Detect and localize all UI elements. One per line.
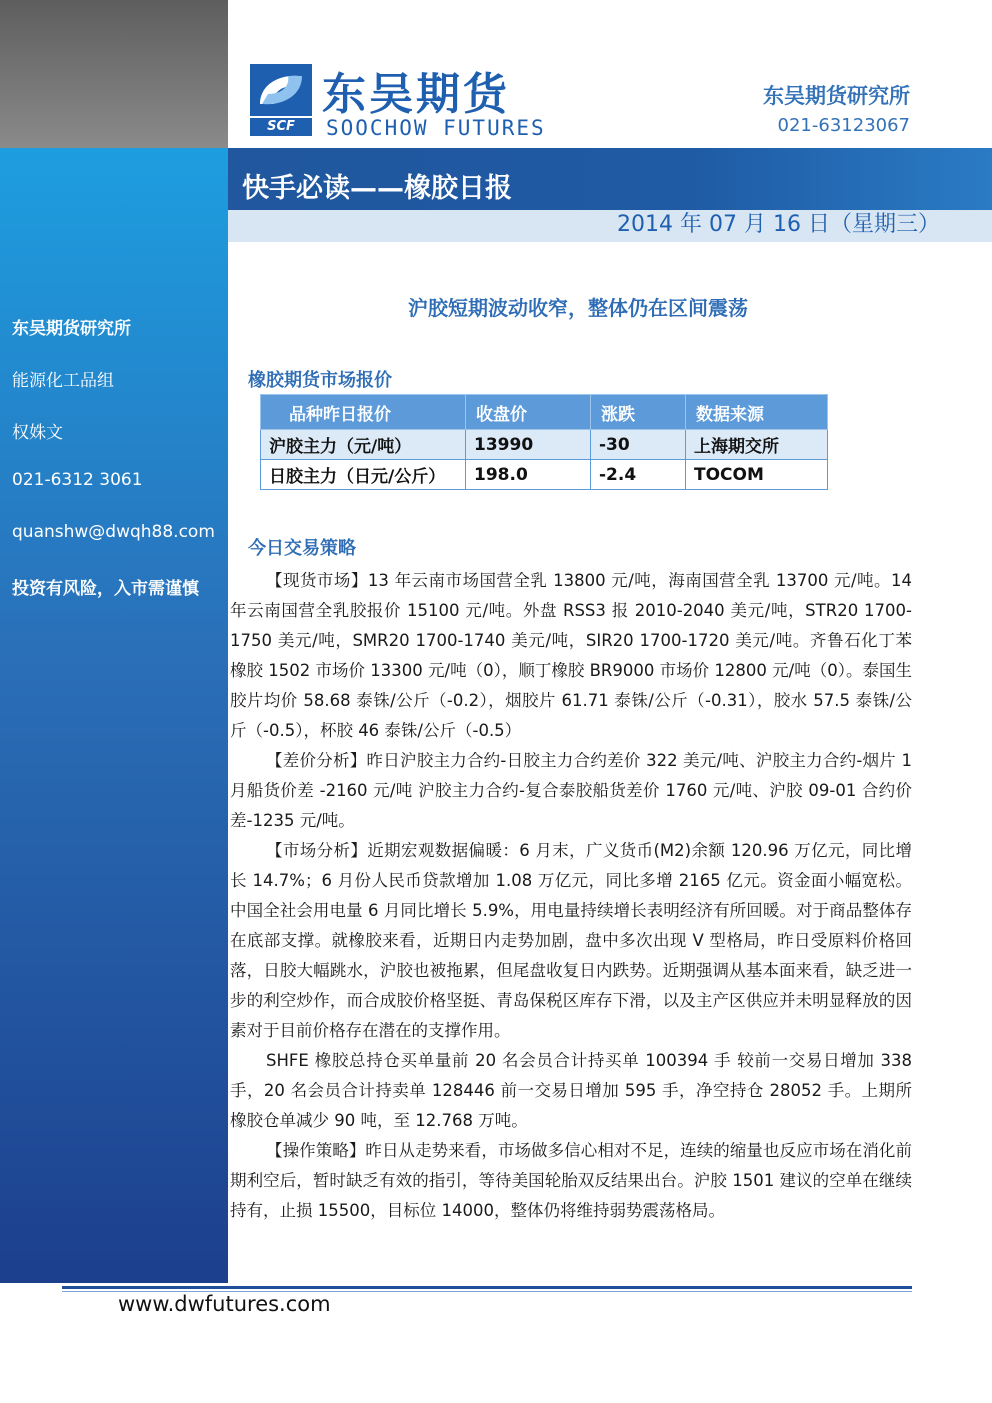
table-cell: -2.4 [591, 460, 686, 490]
table-cell: TOCOM [686, 460, 828, 490]
report-date: 2014 年 07 月 16 日（星期三） [617, 212, 940, 237]
headline: 沪胶短期波动收窄，整体仍在区间震荡 [408, 296, 748, 320]
sidebar-author: 权姝文 [12, 423, 63, 443]
column-header: 数据来源 [686, 395, 828, 430]
table-header-row [261, 395, 828, 430]
quote-section-title: 橡胶期货市场报价 [248, 370, 392, 391]
table-cell: 日胶主力（日元/公斤） [261, 460, 466, 490]
footer-divider [62, 1286, 912, 1289]
sidebar-institute: 东吴期货研究所 [12, 319, 131, 339]
table-cell: 沪胶主力（元/吨） [261, 430, 466, 460]
sidebar-phone: 021-6312 3061 [12, 470, 143, 490]
paragraph-spread-analysis: 【差价分析】昨日沪胶主力合约-日胶主力合约差价 322 美元/吨、沪胶主力合约-烟片 1 月船货价差 -2160 元/吨 沪胶主力合约-复合泰胶船货差价 1760 元/吨、沪胶 09-01 合约价差-1235 元/吨。 [230, 751, 912, 830]
table-cell: 上海期交所 [686, 430, 828, 460]
soochow-logo-icon [250, 64, 312, 116]
table-cell: 13990 [466, 430, 591, 460]
sidebar-top-grey [0, 0, 228, 148]
table-row [261, 430, 828, 460]
table-cell: -30 [591, 430, 686, 460]
report-title: 快手必读——橡胶日报 [242, 173, 512, 204]
paragraph-market-analysis: 【市场分析】近期宏观数据偏暖：6 月末，广义货币(M2)余额 120.96 万亿元，同比增长 14.7%；6 月份人民币贷款增加 1.08 万亿元，同比多增 2165 亿元。资金面小幅宽松。中国全社会用电量 6 月同比增长 5.9%，用电量持续增长表明经济有所回暖。对于商品整体存在底部支撑。就橡胶来看，近期日内走势加剧，盘中多次出现 V 型格局，昨日受原料价格回落，日胶大幅跳水，沪胶也被拖累，但尾盘收复日内跌势。近期强调从基本面来看，缺乏进一步的利空炒作，而合成胶价格坚挺、青岛保税区库存下滑，以及主产区供应并未明显释放的因素对于目前价格存在潜在的支撑作用。 [230, 841, 912, 1040]
header-institute: 东吴期货研究所 [763, 84, 910, 108]
logo-english-name: SOOCHOW FUTURES [326, 116, 546, 140]
sidebar-risk-notice: 投资有风险，入市需谨慎 [12, 579, 199, 599]
table-row [261, 460, 828, 490]
column-header: 收盘价 [466, 395, 591, 430]
paragraph-operation-strategy: 【操作策略】昨日从走势来看，市场做多信心相对不足，连续的缩量也反应市场在消化前期利空后，暂时缺乏有效的指引，等待美国轮胎双反结果出台。沪胶 1501 建议的空单在继续持有，止损 15500，目标位 14000，整体仍将维持弱势震荡格局。 [230, 1141, 912, 1220]
strategy-body [230, 566, 912, 1226]
logo-scf-tag: SCF [250, 118, 312, 136]
paragraph-spot-market: 【现货市场】13 年云南市场国营全乳 13800 元/吨，海南国营全乳 13700 元/吨。14 年云南国营全乳胶报价 15100 元/吨。外盘 RSS3 报 2010-2040 美元/吨，STR20 1700-1750 美元/吨，SMR20 1700-1740 美元/吨，SIR20 1700-1720 美元/吨。齐鲁石化丁苯橡胶 1502 市场价 13300 元/吨（0），顺丁橡胶 BR9000 市场价 12800 元/吨（0）。泰国生胶片均价 58.68 泰铢/公斤（-0.2），烟胶片 61.71 泰铢/公斤（-0.31），胶水 57.5 泰铢/公斤（-0.5），杯胶 46 泰铢/公斤（-0.5） [230, 571, 913, 740]
sidebar-group: 能源化工品组 [12, 371, 114, 391]
paragraph-positions: SHFE 橡胶总持仓买单量前 20 名会员合计持买单 100394 手 较前一交易日增加 338 手，20 名会员合计持卖单 128446 前一交易日增加 595 手，净空持仓 28052 手。上期所橡胶仓单减少 90 吨，至 12.768 万吨。 [230, 1051, 912, 1130]
strategy-section-title: 今日交易策略 [248, 538, 356, 559]
column-header: 品种昨日报价 [261, 395, 466, 430]
column-header: 涨跌 [591, 395, 686, 430]
logo-chinese-name: 东吴期货 [322, 69, 510, 120]
footer-website-link[interactable]: www.dwfutures.com [118, 1292, 331, 1316]
quote-table [260, 394, 828, 490]
sidebar-email[interactable]: quanshw@dwqh88.com [12, 522, 215, 542]
header-phone: 021-63123067 [777, 115, 910, 136]
table-cell: 198.0 [466, 460, 591, 490]
